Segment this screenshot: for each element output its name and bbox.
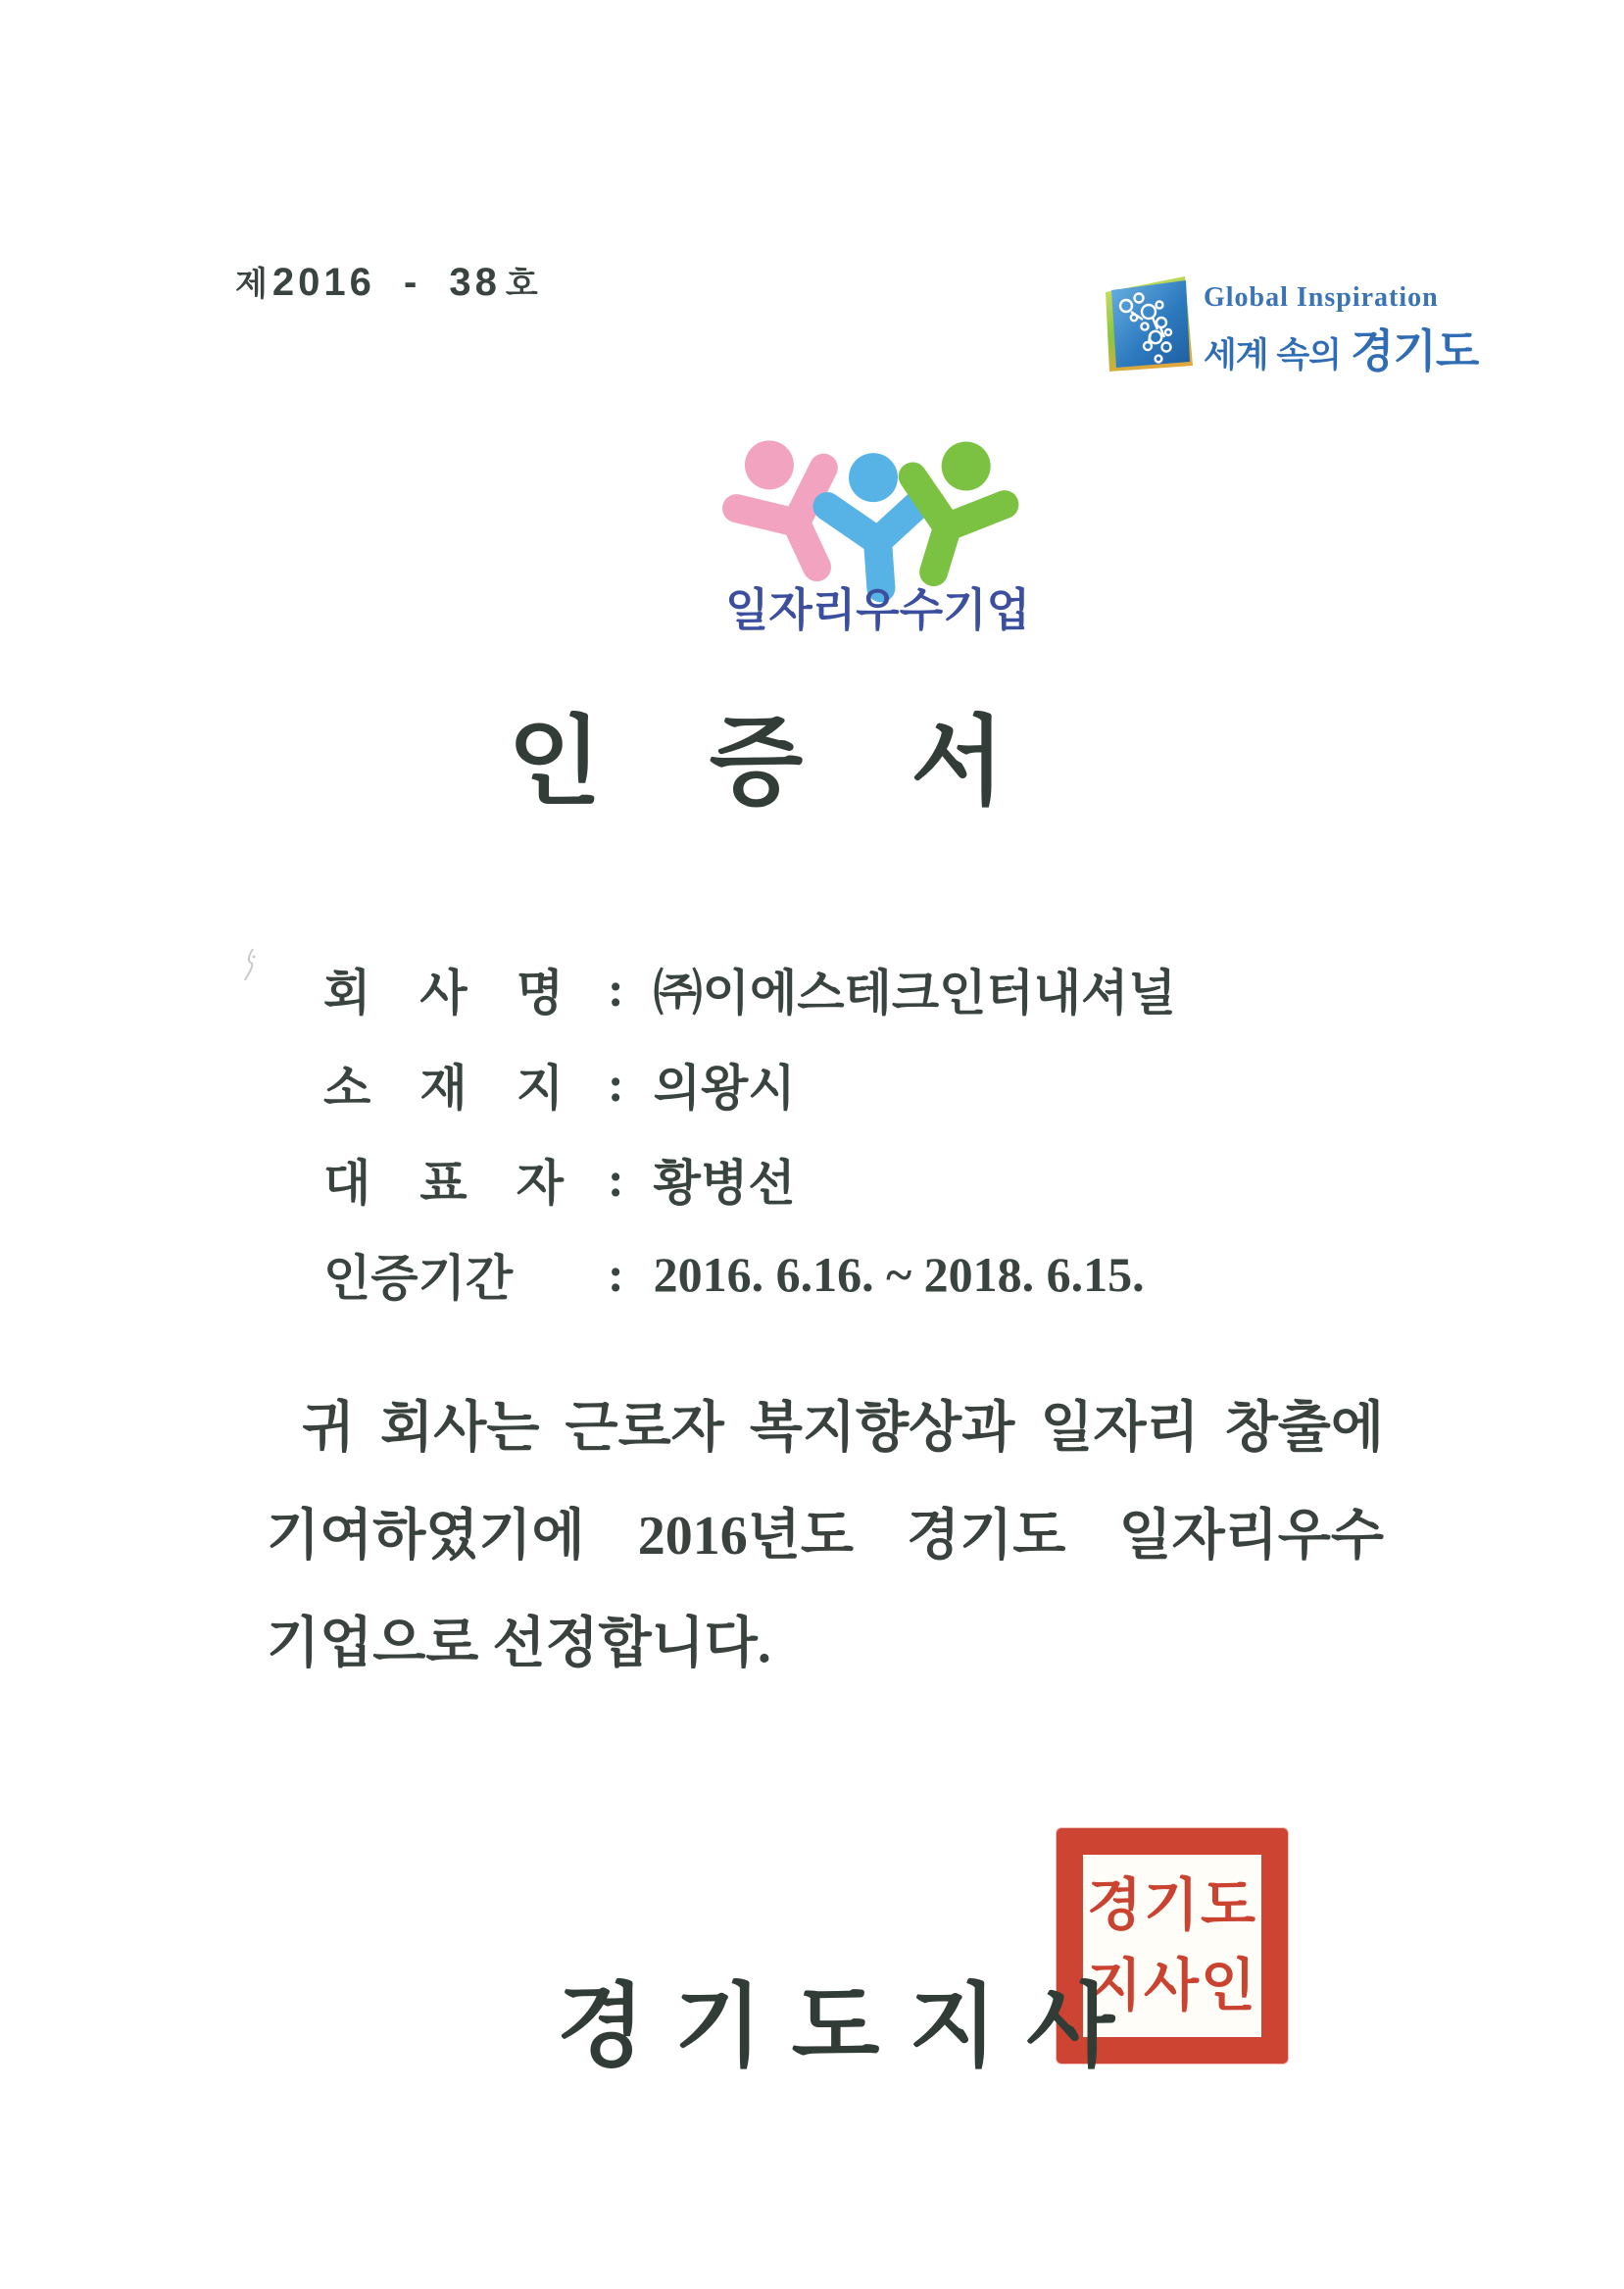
- people-emblem-icon: [730, 433, 1024, 580]
- body-line-3: 기업으로 선정합니다.: [267, 1614, 771, 1674]
- certificate-body: [267, 1374, 1384, 1698]
- governor-signature: 경기도지사: [557, 1977, 1145, 2078]
- document-number: [235, 257, 538, 305]
- field-value-certification-period: 2016. 6.16. ~ 2018. 6.15.: [653, 1246, 1145, 1302]
- field-row-location: [323, 1036, 1176, 1131]
- body-line-2: 기여하였기에 2016년도 경기도 일자리우수: [267, 1506, 1384, 1567]
- field-colon: :: [608, 961, 624, 1017]
- field-label: 회 사 명: [323, 965, 564, 1020]
- field-colon: :: [608, 1151, 624, 1207]
- scan-smudge-mark: [239, 947, 261, 982]
- field-colon: :: [608, 1246, 624, 1302]
- gyeonggi-logo-text: [1204, 284, 1478, 380]
- field-label: 대 표 자: [323, 1155, 564, 1211]
- certificate-fields: [323, 941, 1176, 1321]
- doc-number-prefix: 제: [235, 267, 268, 303]
- field-colon: :: [608, 1056, 624, 1112]
- emblem-label: 일자리우수기업: [725, 585, 1031, 635]
- seal-text-top: 경기도: [1086, 1873, 1258, 1938]
- gyeonggi-province-logo: [1100, 273, 1478, 380]
- field-row-representative: [323, 1131, 1176, 1226]
- certificate-title: 인증서: [508, 710, 1112, 817]
- job-excellence-emblem: [725, 433, 1029, 639]
- body-line-1: 귀 회사는 근로자 복지향상과 일자리 창출에: [302, 1398, 1384, 1459]
- field-value-representative: 황병선: [653, 1155, 796, 1211]
- seal-text-bottom: 지사인: [1086, 1953, 1258, 2017]
- field-value-company-name: ㈜이에스테크인터내셔널: [653, 965, 1176, 1020]
- field-row-certification-period: [323, 1226, 1176, 1321]
- gyeonggi-logo-mark-icon: [1100, 273, 1194, 373]
- field-label: 인증기간: [323, 1250, 514, 1306]
- logo-name-line: [1204, 316, 1478, 380]
- field-value-location: 의왕시: [653, 1060, 796, 1116]
- field-label: 소 재 지: [323, 1060, 564, 1116]
- logo-province-name: 경기도: [1350, 325, 1479, 376]
- field-row-company-name: [323, 941, 1176, 1036]
- logo-subtitle: 세계 속의: [1204, 336, 1341, 374]
- doc-number-suffix: 호: [505, 267, 538, 303]
- doc-number-value: 2016 - 38: [271, 261, 501, 304]
- logo-tagline: Global Inspiration: [1204, 282, 1439, 313]
